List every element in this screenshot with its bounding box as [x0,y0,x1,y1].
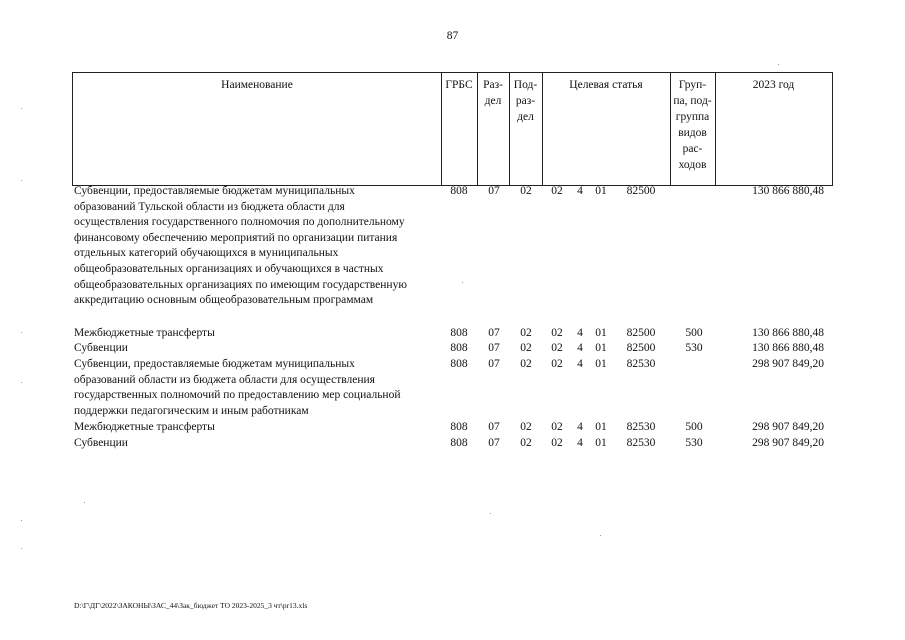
row-t2: 4 [577,327,583,339]
row-grbs: 808 [450,358,468,370]
row-name: Межбюджетные трансферты [74,421,215,433]
header-target: Целевая статья [569,79,643,91]
row-razdel: 07 [488,437,500,449]
header-razdel: Раз- дел [483,79,503,107]
header-podrazdel: Под- раз- дел [513,79,538,123]
row-t4: 82530 [626,421,656,433]
row-name: Субвенции, предоставляемые бюджетам муниципальных образований Тульской области из бюджета области для осуществления государственного полномочия по дополнительному финансовому обеспечению мероприятий по организации питания отдельных категорий обучающихся в муниципальных общеобразовательных организациях и обучающихся в частных общеобразовательных организациях по имеющим государственную аккредитацию основным общеобразовательным программам [74,185,407,307]
row-group: 530 [685,342,703,354]
table-header [72,72,833,186]
row-podrazdel: 02 [520,342,532,354]
row-name: Субвенции, предоставляемые бюджетам муниципальных образований области из бюджета области для осуществления государственных полномочий по предоставлению мер социальной поддержки педагогическим и иным работникам [74,358,401,417]
row-t3: 01 [595,327,607,339]
row-t4: 82500 [626,327,656,339]
row-grbs: 808 [450,327,468,339]
row-podrazdel: 02 [520,358,532,370]
footer-path: D:\Г\ДГ\2022\ЗАКОНЫ\ЗАС_44\Зак_бюджет ТО 2023-2025_3 чт\pr13.xls [74,601,308,610]
row-razdel: 07 [488,327,500,339]
row-t4: 82500 [626,342,656,354]
row-group: 500 [685,421,703,433]
row-amount: 130 866 880,48 [752,185,824,197]
row-t3: 01 [595,185,607,197]
row-t3: 01 [595,421,607,433]
page-number: 87 [446,30,459,42]
row-name: Субвенции [74,342,128,354]
row-t2: 4 [577,421,583,433]
row-t3: 01 [595,437,607,449]
row-t4: 82530 [626,358,656,370]
row-group: 500 [685,327,703,339]
row-grbs: 808 [450,437,468,449]
row-t1: 02 [551,342,563,354]
row-amount: 298 907 849,20 [752,437,824,449]
row-podrazdel: 02 [520,185,532,197]
row-razdel: 07 [488,342,500,354]
row-razdel: 07 [488,421,500,433]
header-name: Наименование [221,79,293,91]
row-podrazdel: 02 [520,437,532,449]
row-grbs: 808 [450,421,468,433]
row-grbs: 808 [450,185,468,197]
row-t4: 82530 [626,437,656,449]
row-t3: 01 [595,358,607,370]
row-t1: 02 [551,421,563,433]
row-amount: 298 907 849,20 [752,358,824,370]
header-grbs: ГРБС [445,79,473,91]
row-t2: 4 [577,358,583,370]
row-razdel: 07 [488,185,500,197]
row-amount: 130 866 880,48 [752,327,824,339]
row-t2: 4 [577,342,583,354]
row-podrazdel: 02 [520,421,532,433]
row-razdel: 07 [488,358,500,370]
row-t1: 02 [551,358,563,370]
header-group: Груп- па, под- группа видов рас- ходов [673,79,712,171]
row-t4: 82500 [626,185,656,197]
row-name: Межбюджетные трансферты [74,327,215,339]
row-podrazdel: 02 [520,327,532,339]
row-amount: 130 866 880,48 [752,342,824,354]
row-t1: 02 [551,327,563,339]
row-t3: 01 [595,342,607,354]
row-amount: 298 907 849,20 [752,421,824,433]
row-grbs: 808 [450,342,468,354]
row-group: 530 [685,437,703,449]
row-t2: 4 [577,437,583,449]
header-year: 2023 год [752,79,795,91]
row-t1: 02 [551,437,563,449]
row-t1: 02 [551,185,563,197]
row-t2: 4 [577,185,583,197]
row-name: Субвенции [74,437,128,449]
